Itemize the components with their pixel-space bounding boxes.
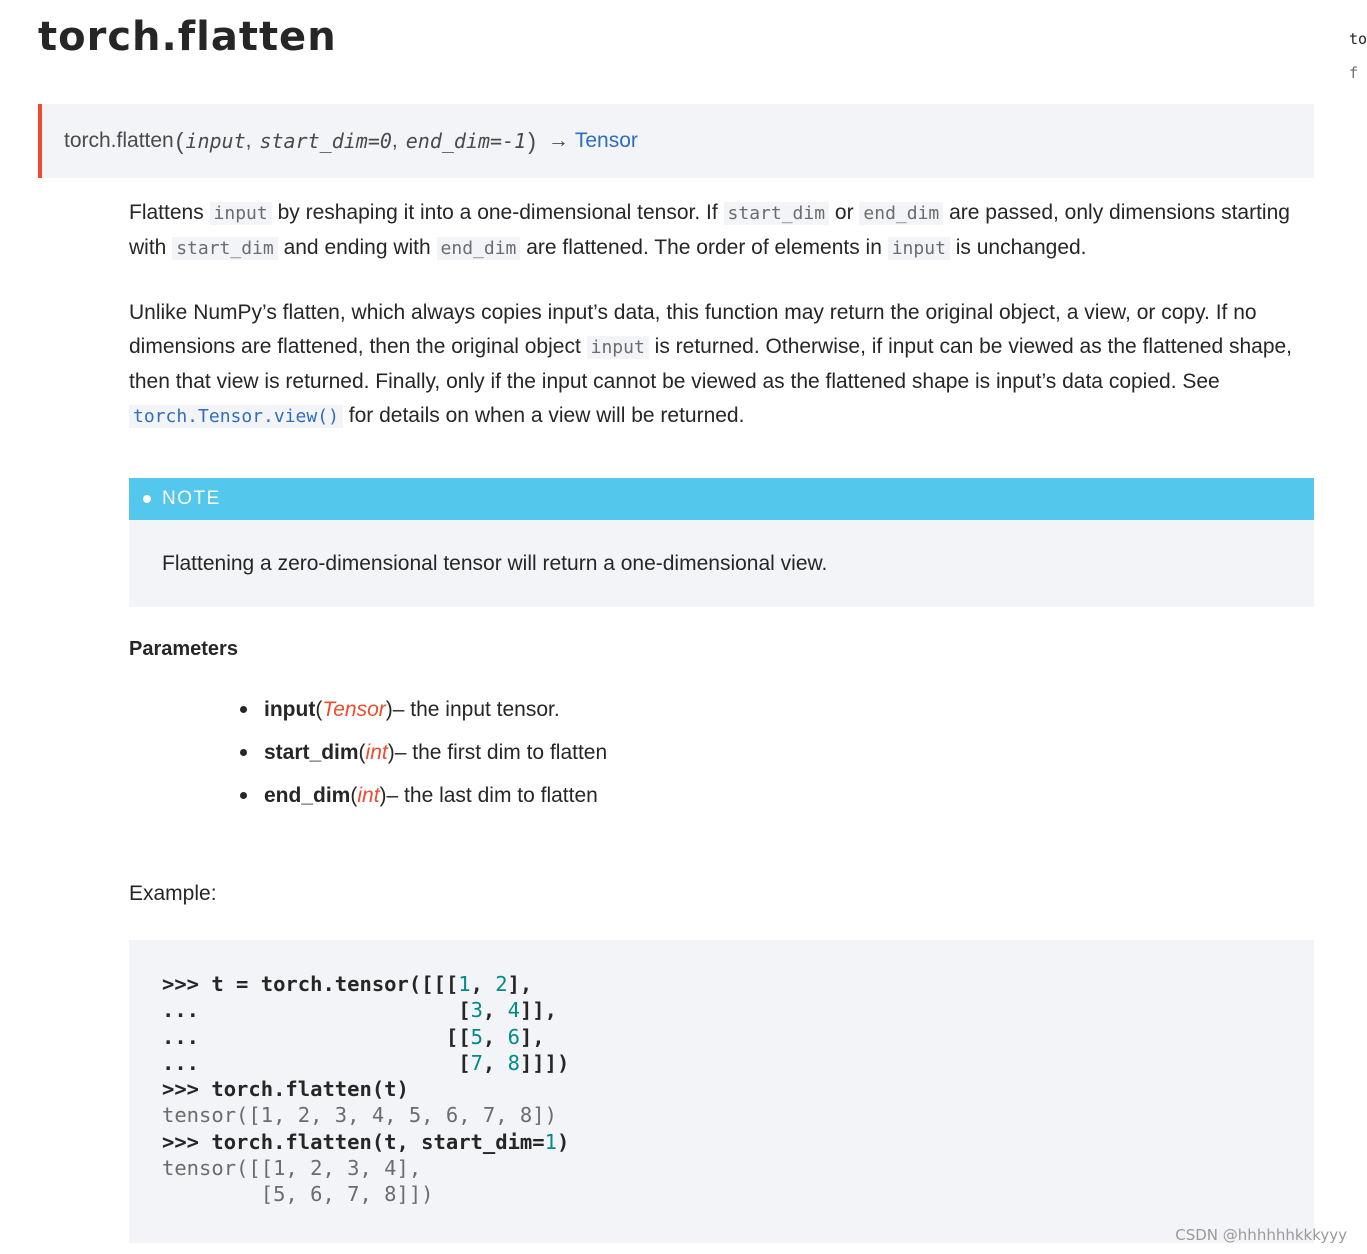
- code-text: ,: [482, 998, 508, 1023]
- parameter-name: end_dim: [264, 783, 351, 807]
- paren: (: [350, 783, 358, 807]
- code-number: 7: [470, 1050, 483, 1075]
- code-number: 1: [544, 1129, 557, 1154]
- inline-code: input: [210, 202, 272, 225]
- code-number: 3: [470, 998, 483, 1023]
- inline-code: input: [587, 336, 649, 359]
- text: for details on when a view will be returned.: [342, 404, 745, 427]
- code-number: 4: [507, 998, 520, 1023]
- inline-code: end_dim: [859, 202, 943, 225]
- inline-code: end_dim: [437, 237, 521, 260]
- code-line: [162, 1129, 1314, 1155]
- return-arrow: →: [547, 129, 569, 152]
- text: is returned. Otherwise, if input can be viewed as the flattened shape, then that view is returned. Finally, only if the input cannot be viewed as the flattened shape is input’s data copied. See: [129, 335, 1293, 393]
- text: or: [829, 201, 860, 224]
- parameter-name: start_dim: [264, 740, 359, 764]
- code-line: [162, 1024, 1314, 1050]
- code-listing: [162, 971, 1314, 1208]
- code-output-line: tensor([1, 2, 3, 4, 5, 6, 7, 8]): [162, 1103, 557, 1128]
- text: Unlike NumPy’s flatten, which always copies input’s data, this function may return the original object, a view, or copy. If no dimensions are flattened, then the original object: [129, 301, 1257, 358]
- text: by reshaping it into a one-dimensional tensor. If: [271, 201, 724, 224]
- code-output-line: [5, 6, 7, 8]]): [162, 1182, 434, 1207]
- note-header: [129, 478, 1314, 520]
- parameter-description: – the first dim to flatten: [394, 740, 608, 764]
- signature-separator: ,: [391, 129, 398, 152]
- watermark: CSDN @hhhhhhkkkyyy: [1175, 1226, 1347, 1244]
- bullet-icon: [240, 749, 247, 756]
- code-line: [162, 997, 1314, 1023]
- text: Flattens: [129, 201, 210, 224]
- return-type-link[interactable]: Tensor: [574, 129, 638, 152]
- page-title: torch.flatten: [38, 14, 337, 60]
- code-text: ],: [507, 972, 533, 996]
- inline-code: start_dim: [724, 202, 830, 225]
- parameters-list: [240, 688, 607, 817]
- bullet-icon: [240, 792, 247, 799]
- paren: ): [385, 697, 393, 721]
- code-number: 2: [495, 972, 508, 996]
- parameter-item: [240, 731, 607, 774]
- signature-arg-input: input: [185, 129, 246, 153]
- parameter-item: [240, 688, 607, 731]
- parameter-description: – the input tensor.: [392, 697, 560, 721]
- text: is unchanged.: [949, 236, 1087, 259]
- note-label: NOTE: [162, 488, 221, 509]
- paren: (: [315, 697, 323, 721]
- code-text: ,: [482, 1024, 508, 1049]
- code-text: ... [: [162, 998, 471, 1023]
- tensor-view-link[interactable]: torch.Tensor.view(): [129, 405, 343, 428]
- bullet-icon: [143, 495, 151, 503]
- parameter-type-link[interactable]: Tensor: [322, 697, 386, 721]
- function-signature: [38, 104, 1314, 178]
- inline-code: input: [888, 237, 950, 260]
- code-text: ... [[: [162, 1024, 471, 1049]
- code-line: [162, 971, 1314, 997]
- signature-name: torch.flatten: [64, 129, 174, 152]
- code-text: ,: [470, 972, 496, 996]
- right-sidebar-item[interactable]: to: [1349, 30, 1367, 48]
- code-text: ): [556, 1129, 570, 1154]
- code-number: 8: [507, 1050, 520, 1075]
- code-text: >>> torch.flatten(t, start_dim=: [162, 1129, 545, 1154]
- parameter-type-link[interactable]: int: [357, 783, 380, 807]
- text: are flattened. The order of elements in: [520, 236, 888, 259]
- code-text: ,: [482, 1050, 508, 1075]
- paren: ): [387, 740, 395, 764]
- note-body: [129, 520, 1314, 607]
- code-example-block: [129, 940, 1314, 1243]
- code-line: >>> torch.flatten(t): [162, 1077, 409, 1102]
- parameter-type-link[interactable]: int: [365, 740, 388, 764]
- description-paragraph: [129, 196, 1315, 266]
- paren: ): [379, 783, 387, 807]
- right-sidebar-item[interactable]: f: [1349, 64, 1359, 82]
- signature-arg-start-dim: start_dim=0: [259, 129, 392, 153]
- code-output-line: tensor([[1, 2, 3, 4],: [162, 1156, 422, 1181]
- bullet-icon: [240, 706, 247, 713]
- paren: (: [358, 740, 366, 764]
- right-sidebar-cut-off: [1349, 30, 1367, 98]
- parameter-description: – the last dim to flatten: [386, 783, 598, 807]
- code-text: >>> t = torch.tensor([[[: [162, 972, 459, 996]
- behavior-paragraph: [129, 296, 1315, 434]
- code-text: ]],: [519, 998, 557, 1023]
- code-line: [162, 1050, 1314, 1076]
- text: are passed, only dimensions starting with: [129, 201, 1290, 259]
- parameter-item: [240, 774, 607, 817]
- code-number: 6: [507, 1024, 520, 1049]
- text: and ending with: [277, 236, 437, 259]
- code-text: ... [: [162, 1050, 471, 1075]
- code-number: 1: [458, 972, 471, 996]
- example-label: Example:: [129, 882, 217, 905]
- signature-open-paren: (: [175, 127, 184, 154]
- signature-arg-end-dim: end_dim=-1: [405, 129, 527, 153]
- signature-close-paren: ): [528, 127, 536, 154]
- code-number: 5: [470, 1024, 483, 1049]
- parameter-name: input: [264, 697, 316, 721]
- inline-code: start_dim: [172, 237, 278, 260]
- note-text: Flattening a zero-dimensional tensor will return a one-dimensional view.: [162, 551, 828, 575]
- code-text: ],: [519, 1024, 545, 1049]
- parameters-heading: Parameters: [129, 638, 238, 660]
- signature-separator: ,: [245, 129, 252, 152]
- code-text: ]]]): [519, 1050, 570, 1075]
